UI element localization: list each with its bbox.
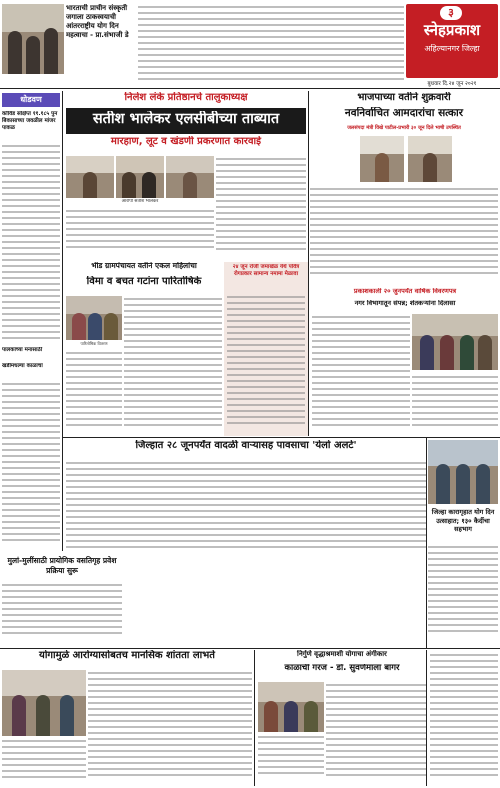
masthead-edition: अहिल्यानगर जिल्हा xyxy=(424,44,480,53)
yoga-class-photo xyxy=(2,670,86,736)
nirgun-body-2 xyxy=(258,734,324,786)
nirgun-kicker: निर्गुणे वृद्धाश्रमाशी योगाचा अंगीकार xyxy=(297,650,387,658)
nirgun-photo xyxy=(258,682,324,732)
top-story-headline: भारताची प्राचीन संस्कृती जगाला ठाकस्वयाची आंतरराष्ट्रीय योग दिन महत्वाचा - प्रा.संभाजी डे xyxy=(66,4,129,39)
bima-kicker: भीड ग्रामपंचायत वतीने एकल महिलांचा xyxy=(91,262,197,270)
right-top-headline: नवनिर्वाचित आमदारांचा सत्कार xyxy=(344,107,464,119)
sidebar-subhead-2: खर्डीमधल्या काळाचा xyxy=(2,363,43,369)
mid-right-headline: नगर विभागातून संपन्न; शेतकऱ्यांना दिलासा xyxy=(354,300,456,307)
jail-yoga-body xyxy=(428,544,498,644)
bima-caption: पारितोषिक वितरण xyxy=(80,341,108,346)
bima-body-2 xyxy=(66,350,122,436)
nirgun-headline: काळाची गरज - डॉ. सुवर्णमाला बांगर xyxy=(284,664,400,673)
main-story-body-2 xyxy=(66,208,214,256)
mid-right-body-2 xyxy=(412,374,498,436)
minister-photo-1 xyxy=(360,136,404,182)
right-top-subheadline: जलसंपदा मंत्री विखे पाटील-प्रभारी ३० जून दिले भाषी उपस्थित xyxy=(347,125,461,131)
sidebar xyxy=(0,91,62,551)
main-headline-bar xyxy=(66,108,306,134)
yoga-event-photo xyxy=(2,4,64,74)
accused-photo-2 xyxy=(116,156,164,198)
logo: धोडवण xyxy=(2,93,60,107)
masthead-banner xyxy=(406,4,498,78)
right-bottom-body xyxy=(430,652,498,786)
hostel-admission-body xyxy=(2,582,122,646)
sidebar-body-1 xyxy=(2,143,60,343)
main-story-body xyxy=(216,156,306,256)
accused-photo-1 xyxy=(66,156,114,198)
masthead-title: स्नेहप्रकाश xyxy=(423,21,481,39)
jail-yoga-headline: जिल्हा कारागृहात योग दिन उत्साहात; १३० कैदींचा सहभाग xyxy=(431,508,495,533)
sidebar-subhead: पालकांच्या मनासाठी xyxy=(2,347,43,353)
weather-alert-body xyxy=(66,460,426,556)
nirgun-body xyxy=(326,682,426,786)
bima-photo xyxy=(66,296,122,340)
announcement-title: २४ जून रोजी जमाखेळ येथे पवित्र रोगप्रकार सामान्य नमामा मेळावा xyxy=(232,264,300,277)
yoga-mental-peace-body xyxy=(88,670,252,786)
page-number-badge: ३ xyxy=(440,6,462,20)
hostel-admission-headline: मुलां-मुलींसाठी प्रायोगिक वसतिगृह प्रवेश प्रक्रिया सुरू xyxy=(7,556,117,575)
top-story-body xyxy=(138,4,404,86)
masthead xyxy=(0,0,500,90)
weather-alert-headline: जिल्हात २८ जूनपर्यंत वादळी वाऱ्यासह पावसाचा 'येलो अलर्ट' xyxy=(135,440,357,451)
main-photo-caption: आरोपी सतीश भालेकर xyxy=(121,199,159,204)
bima-body xyxy=(124,296,222,436)
mid-right-body xyxy=(312,314,410,436)
bima-headline: विमा व बचत गटांना पारितोषिके xyxy=(86,276,202,287)
accused-photo-3 xyxy=(166,156,214,198)
announcement-body xyxy=(227,294,305,434)
mid-right-photo xyxy=(412,314,498,370)
yoga-mental-peace-headline: योगामुळे आरोग्यासोबतच मानसिक शांतता लाभते xyxy=(39,650,215,661)
jail-yoga-photo xyxy=(428,440,498,504)
minister-photo-2 xyxy=(408,136,452,182)
main-subheadline: मारहाण, लूट व खंडणी प्रकरणात कारवाई xyxy=(110,136,262,147)
right-top-kicker: भाजपाच्या वतीने शुक्रवारी xyxy=(357,92,451,103)
yoga-mental-peace-body-2 xyxy=(2,738,86,786)
issue-date: बुधवार दि.२४ जून २०२१ xyxy=(427,81,477,87)
sidebar-body-2 xyxy=(2,381,60,551)
mid-right-kicker: प्रकाशकाली २० जुनपर्यंत वार्षिक विवरणपत्र xyxy=(353,288,457,295)
sidebar-heading: कोविड संक्षिप्त ११.१८५ पुन बिकासाच्या जवळील मांजर पाकळ xyxy=(2,111,58,131)
right-top-body xyxy=(310,186,498,284)
main-headline: सतीश भालेकर एलसीबीच्या ताब्यात xyxy=(92,111,280,127)
announcement-box xyxy=(224,262,308,436)
main-kicker: निलेश लंके प्रतिष्ठानचे तालुकाध्यक्ष xyxy=(124,92,248,103)
